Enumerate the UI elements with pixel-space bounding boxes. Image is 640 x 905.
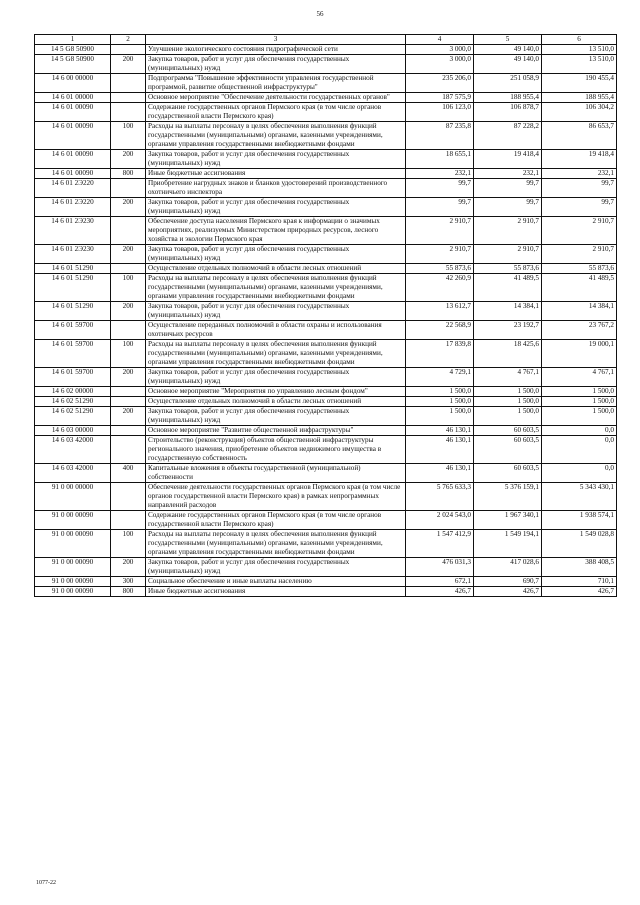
- amount-col-6: 13 510,0: [542, 55, 617, 74]
- amount-col-4: 106 123,0: [406, 103, 474, 122]
- expense-name: Подпрограмма "Повышение эффективности управления государственной программой, развитие общественной инфраструктуры": [146, 74, 406, 93]
- amount-col-5: 60 603,5: [474, 436, 542, 464]
- amount-col-5: 188 955,4: [474, 93, 542, 103]
- amount-col-6: 1 500,0: [542, 397, 617, 407]
- amount-col-6: 55 873,6: [542, 264, 617, 274]
- target-article-code: 14 6 01 00090: [35, 122, 111, 150]
- table-row: [35, 483, 617, 511]
- amount-col-4: 1 500,0: [406, 387, 474, 397]
- table-row: [35, 122, 617, 150]
- expense-type-code: 200: [111, 55, 146, 74]
- amount-col-6: 4 767,1: [542, 368, 617, 387]
- expense-type-code: 200: [111, 245, 146, 264]
- target-article-code: 14 5 G8 50900: [35, 45, 111, 55]
- table-row: [35, 74, 617, 93]
- amount-col-5: 232,1: [474, 169, 542, 179]
- expense-name: Закупка товаров, работ и услуг для обеспечения государственных (муниципальных) нужд: [146, 407, 406, 426]
- amount-col-4: 46 130,1: [406, 436, 474, 464]
- amount-col-4: 2 910,7: [406, 245, 474, 264]
- amount-col-4: 17 839,8: [406, 340, 474, 368]
- table-row: [35, 530, 617, 558]
- amount-col-4: 5 765 633,3: [406, 483, 474, 511]
- table-row: [35, 217, 617, 245]
- expense-type-code: [111, 426, 146, 436]
- expense-type-code: [111, 217, 146, 245]
- amount-col-6: 1 938 574,1: [542, 511, 617, 530]
- amount-col-6: 86 653,7: [542, 122, 617, 150]
- amount-col-4: 232,1: [406, 169, 474, 179]
- target-article-code: 14 6 01 59700: [35, 368, 111, 387]
- footer-code: 1077-22: [36, 880, 56, 886]
- expense-type-code: [111, 74, 146, 93]
- expense-type-code: [111, 93, 146, 103]
- expense-name: Основное мероприятие "Развитие общественной инфраструктуры": [146, 426, 406, 436]
- target-article-code: 14 6 02 51290: [35, 397, 111, 407]
- target-article-code: 91 0 00 00090: [35, 511, 111, 530]
- amount-col-6: 388 408,5: [542, 558, 617, 577]
- expense-type-code: 100: [111, 122, 146, 150]
- amount-col-5: 23 192,7: [474, 321, 542, 340]
- amount-col-5: 55 873,6: [474, 264, 542, 274]
- expense-name: Иные бюджетные ассигнования: [146, 587, 406, 597]
- amount-col-6: 1 549 028,8: [542, 530, 617, 558]
- target-article-code: 14 6 03 42000: [35, 436, 111, 464]
- amount-col-5: 87 228,2: [474, 122, 542, 150]
- table-row: [35, 407, 617, 426]
- target-article-code: 14 6 01 00090: [35, 103, 111, 122]
- target-article-code: 14 6 03 42000: [35, 464, 111, 483]
- amount-col-5: 1 967 340,1: [474, 511, 542, 530]
- table-row: [35, 387, 617, 397]
- expense-name: Осуществление отдельных полномочий в области лесных отношений: [146, 397, 406, 407]
- amount-col-6: 0,0: [542, 426, 617, 436]
- amount-col-6: 23 767,2: [542, 321, 617, 340]
- amount-col-4: 87 235,8: [406, 122, 474, 150]
- amount-col-4: 46 130,1: [406, 464, 474, 483]
- amount-col-5: 60 603,5: [474, 426, 542, 436]
- amount-col-5: 18 425,6: [474, 340, 542, 368]
- expense-name: Иные бюджетные ассигнования: [146, 169, 406, 179]
- amount-col-4: 4 729,1: [406, 368, 474, 387]
- amount-col-4: 1 500,0: [406, 407, 474, 426]
- target-article-code: 14 6 02 51290: [35, 407, 111, 426]
- expense-name: Закупка товаров, работ и услуг для обеспечения государственных (муниципальных) нужд: [146, 368, 406, 387]
- amount-col-6: 2 910,7: [542, 245, 617, 264]
- amount-col-5: 2 910,7: [474, 217, 542, 245]
- expense-name: Улучшение экологического состояния гидрографической сети: [146, 45, 406, 55]
- table-row: [35, 103, 617, 122]
- amount-col-6: 41 489,5: [542, 274, 617, 302]
- expense-type-code: [111, 264, 146, 274]
- expense-type-code: [111, 511, 146, 530]
- expense-name: Закупка товаров, работ и услуг для обеспечения государственных (муниципальных) нужд: [146, 558, 406, 577]
- target-article-code: 14 6 01 51290: [35, 264, 111, 274]
- expense-name: Осуществление отдельных полномочий в области лесных отношений: [146, 264, 406, 274]
- amount-col-4: 187 575,9: [406, 93, 474, 103]
- amount-col-4: 1 500,0: [406, 397, 474, 407]
- target-article-code: 14 6 01 00090: [35, 169, 111, 179]
- amount-col-6: 14 384,1: [542, 302, 617, 321]
- expense-type-code: 100: [111, 340, 146, 368]
- expense-name: Основное мероприятие "Обеспечение деятельности государственных органов": [146, 93, 406, 103]
- column-header: 2: [111, 35, 146, 45]
- expense-name: Закупка товаров, работ и услуг для обеспечения государственных (муниципальных) нужд: [146, 55, 406, 74]
- target-article-code: 91 0 00 00090: [35, 530, 111, 558]
- table-row: [35, 302, 617, 321]
- expense-name: Расходы на выплаты персоналу в целях обеспечения выполнения функций государственными (муниципальными) органами, казенными учреждениями, органами управления государственными внебюджетными фондами: [146, 274, 406, 302]
- amount-col-6: 5 343 430,1: [542, 483, 617, 511]
- expense-type-code: 200: [111, 407, 146, 426]
- expense-type-code: [111, 179, 146, 198]
- amount-col-6: 99,7: [542, 179, 617, 198]
- expense-type-code: 300: [111, 577, 146, 587]
- amount-col-5: 251 058,9: [474, 74, 542, 93]
- table-row: [35, 198, 617, 217]
- amount-col-4: 18 655,1: [406, 150, 474, 169]
- amount-col-4: 46 130,1: [406, 426, 474, 436]
- target-article-code: 14 6 02 00000: [35, 387, 111, 397]
- expense-type-code: 400: [111, 464, 146, 483]
- amount-col-5: 106 878,7: [474, 103, 542, 122]
- table-row: [35, 321, 617, 340]
- expense-name: Расходы на выплаты персоналу в целях обеспечения выполнения функций государственными (муниципальными) органами, казенными учреждениями, органами управления государственными внебюджетными фондами: [146, 122, 406, 150]
- target-article-code: 14 6 01 51290: [35, 302, 111, 321]
- table-row: [35, 55, 617, 74]
- column-header: 1: [35, 35, 111, 45]
- amount-col-5: 1 549 194,1: [474, 530, 542, 558]
- table-row: [35, 340, 617, 368]
- table-row: [35, 150, 617, 169]
- expense-type-code: 100: [111, 530, 146, 558]
- expense-name: Закупка товаров, работ и услуг для обеспечения государственных (муниципальных) нужд: [146, 198, 406, 217]
- expense-name: Содержание государственных органов Пермского края (в том числе органов государственной власти Пермского края): [146, 511, 406, 530]
- table-row: [35, 464, 617, 483]
- expense-name: Социальное обеспечение и иные выплаты населению: [146, 577, 406, 587]
- expense-name: Приобретение нагрудных знаков и бланков удостоверений производственного охотничьего инспектора: [146, 179, 406, 198]
- target-article-code: 14 6 01 51290: [35, 274, 111, 302]
- amount-col-4: 2 910,7: [406, 217, 474, 245]
- amount-col-4: 3 000,0: [406, 45, 474, 55]
- amount-col-4: 13 612,7: [406, 302, 474, 321]
- amount-col-4: 426,7: [406, 587, 474, 597]
- expense-type-code: 200: [111, 558, 146, 577]
- table-row: [35, 436, 617, 464]
- amount-col-6: 710,1: [542, 577, 617, 587]
- amount-col-4: 235 206,0: [406, 74, 474, 93]
- amount-col-6: 190 455,4: [542, 74, 617, 93]
- target-article-code: 14 6 01 00000: [35, 93, 111, 103]
- amount-col-6: 1 500,0: [542, 387, 617, 397]
- amount-col-5: 41 489,5: [474, 274, 542, 302]
- column-header: 4: [406, 35, 474, 45]
- amount-col-4: 2 024 543,0: [406, 511, 474, 530]
- amount-col-5: 417 028,6: [474, 558, 542, 577]
- amount-col-4: 99,7: [406, 198, 474, 217]
- amount-col-6: 188 955,4: [542, 93, 617, 103]
- expense-type-code: 200: [111, 302, 146, 321]
- amount-col-5: 60 603,5: [474, 464, 542, 483]
- target-article-code: 91 0 00 00090: [35, 558, 111, 577]
- target-article-code: 14 5 G8 50900: [35, 55, 111, 74]
- expense-name: Строительство (реконструкция) объектов общественной инфраструктуры регионального значения, приобретение объектов недвижимого имущества в государственную собственность: [146, 436, 406, 464]
- target-article-code: 14 6 03 00000: [35, 426, 111, 436]
- table-body: [35, 45, 617, 597]
- expense-name: Закупка товаров, работ и услуг для обеспечения государственных (муниципальных) нужд: [146, 150, 406, 169]
- expense-type-code: [111, 397, 146, 407]
- expense-type-code: [111, 436, 146, 464]
- amount-col-5: 4 767,1: [474, 368, 542, 387]
- amount-col-5: 690,7: [474, 577, 542, 587]
- table-row: [35, 558, 617, 577]
- amount-col-4: 672,1: [406, 577, 474, 587]
- table-row: [35, 426, 617, 436]
- amount-col-4: 3 000,0: [406, 55, 474, 74]
- amount-col-5: 99,7: [474, 198, 542, 217]
- expense-name: Обеспечение доступа населения Пермского края к информации о значимых мероприятиях, реализуемых Министерством природных ресурсов, лесного хозяйства и экологии Пермского края: [146, 217, 406, 245]
- table-row: [35, 245, 617, 264]
- table-row: [35, 45, 617, 55]
- amount-col-6: 2 910,7: [542, 217, 617, 245]
- amount-col-4: 476 031,3: [406, 558, 474, 577]
- amount-col-5: 1 500,0: [474, 397, 542, 407]
- expense-type-code: 100: [111, 274, 146, 302]
- page-number: 56: [316, 10, 324, 18]
- target-article-code: 14 6 01 2Э230: [35, 245, 111, 264]
- expense-type-code: [111, 483, 146, 511]
- expense-name: Содержание государственных органов Пермского края (в том числе органов государственной власти Пермского края): [146, 103, 406, 122]
- table-header-row: [35, 35, 617, 45]
- table-row: [35, 397, 617, 407]
- target-article-code: 14 6 01 59700: [35, 340, 111, 368]
- column-header: 6: [542, 35, 617, 45]
- amount-col-5: 14 384,1: [474, 302, 542, 321]
- amount-col-4: 22 568,9: [406, 321, 474, 340]
- expense-type-code: 200: [111, 198, 146, 217]
- amount-col-6: 426,7: [542, 587, 617, 597]
- amount-col-6: 19 000,1: [542, 340, 617, 368]
- amount-col-6: 19 418,4: [542, 150, 617, 169]
- expense-name: Обеспечение деятельности государственных органов Пермского края (в том числе органов государственной власти Пермского края) в рамках непрограммных направлений расходов: [146, 483, 406, 511]
- amount-col-5: 426,7: [474, 587, 542, 597]
- expense-type-code: [111, 45, 146, 55]
- amount-col-5: 1 500,0: [474, 387, 542, 397]
- amount-col-5: 5 376 159,1: [474, 483, 542, 511]
- amount-col-5: 2 910,7: [474, 245, 542, 264]
- amount-col-5: 1 500,0: [474, 407, 542, 426]
- target-article-code: 91 0 00 00090: [35, 577, 111, 587]
- column-header: 5: [474, 35, 542, 45]
- table-row: [35, 274, 617, 302]
- table-row: [35, 169, 617, 179]
- amount-col-6: 0,0: [542, 464, 617, 483]
- table-row: [35, 587, 617, 597]
- target-article-code: 91 0 00 00000: [35, 483, 111, 511]
- expense-name: Расходы на выплаты персоналу в целях обеспечения выполнения функций государственными (муниципальными) органами, казенными учреждениями, органами управления государственными внебюджетными фондами: [146, 340, 406, 368]
- expense-name: Осуществление переданных полномочий в области охраны и использования охотничьих ресурсов: [146, 321, 406, 340]
- table-row: [35, 511, 617, 530]
- amount-col-5: 49 140,0: [474, 45, 542, 55]
- amount-col-5: 49 140,0: [474, 55, 542, 74]
- amount-col-5: 99,7: [474, 179, 542, 198]
- target-article-code: 14 6 01 00090: [35, 150, 111, 169]
- table-row: [35, 577, 617, 587]
- amount-col-6: 0,0: [542, 436, 617, 464]
- amount-col-6: 13 510,0: [542, 45, 617, 55]
- expense-name: Закупка товаров, работ и услуг для обеспечения государственных (муниципальных) нужд: [146, 302, 406, 321]
- target-article-code: 14 6 00 00000: [35, 74, 111, 93]
- amount-col-6: 1 500,0: [542, 407, 617, 426]
- target-article-code: 91 0 00 00090: [35, 587, 111, 597]
- amount-col-6: 232,1: [542, 169, 617, 179]
- target-article-code: 14 6 01 2Э220: [35, 198, 111, 217]
- amount-col-4: 99,7: [406, 179, 474, 198]
- amount-col-6: 106 304,2: [542, 103, 617, 122]
- target-article-code: 14 6 01 2Э230: [35, 217, 111, 245]
- target-article-code: 14 6 01 2Э220: [35, 179, 111, 198]
- expense-type-code: 800: [111, 169, 146, 179]
- expense-type-code: [111, 387, 146, 397]
- expense-type-code: 800: [111, 587, 146, 597]
- expense-type-code: [111, 321, 146, 340]
- expense-name: Основное мероприятие "Мероприятия по управлению лесным фондом": [146, 387, 406, 397]
- amount-col-6: 99,7: [542, 198, 617, 217]
- table-row: [35, 264, 617, 274]
- expense-name: Капитальные вложения в объекты государственной (муниципальной) собственности: [146, 464, 406, 483]
- expense-type-code: [111, 103, 146, 122]
- amount-col-4: 42 260,9: [406, 274, 474, 302]
- expense-type-code: 200: [111, 150, 146, 169]
- table-row: [35, 179, 617, 198]
- table-row: [35, 368, 617, 387]
- expense-name: Закупка товаров, работ и услуг для обеспечения государственных (муниципальных) нужд: [146, 245, 406, 264]
- amount-col-5: 19 418,4: [474, 150, 542, 169]
- expense-type-code: 200: [111, 368, 146, 387]
- table-row: [35, 93, 617, 103]
- target-article-code: 14 6 01 59700: [35, 321, 111, 340]
- amount-col-4: 55 873,6: [406, 264, 474, 274]
- column-header: 3: [146, 35, 406, 45]
- amount-col-4: 1 547 412,9: [406, 530, 474, 558]
- expense-name: Расходы на выплаты персоналу в целях обеспечения выполнения функций государственными (муниципальными) органами, казенными учреждениями, органами управления государственными внебюджетными фондами: [146, 530, 406, 558]
- budget-table: [34, 34, 617, 597]
